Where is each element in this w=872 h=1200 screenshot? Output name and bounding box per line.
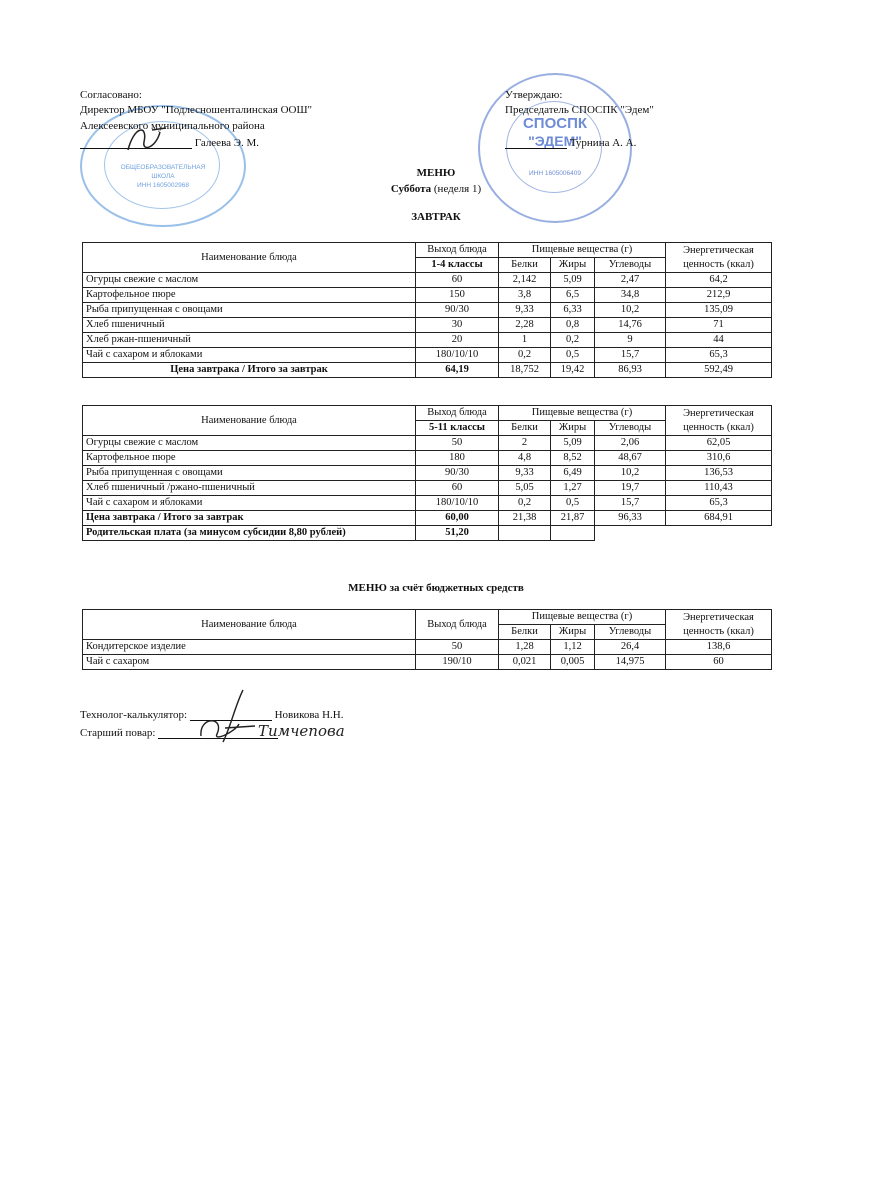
director-line: Директор МБОУ "Подлесношенталинская ООШ" [80, 104, 313, 116]
class-label: 1-4 классы [416, 258, 499, 273]
table-total-row [83, 363, 772, 378]
header-fat: Жиры [551, 625, 595, 640]
total-label: Цена завтрака / Итого за завтрак [83, 511, 416, 526]
dish-name: Рыба припущенная с овощами [83, 303, 416, 318]
dish-protein: 5,05 [499, 481, 551, 496]
header-energy-line: ценность (ккал) [683, 258, 754, 270]
total-price: 64,19 [416, 363, 499, 378]
dish-carbs: 48,67 [595, 451, 666, 466]
table2-body [83, 436, 772, 511]
dish-energy: 65,3 [666, 348, 772, 363]
dish-carbs: 2,47 [595, 273, 666, 288]
dish-protein: 9,33 [499, 303, 551, 318]
dish-fat: 0,005 [551, 655, 595, 670]
total-protein: 18,752 [499, 363, 551, 378]
meal-title: ЗАВТРАК [411, 211, 461, 223]
chairman-sign-row [505, 136, 636, 149]
dish-carbs: 2,06 [595, 436, 666, 451]
dish-protein: 1 [499, 333, 551, 348]
table-row [83, 481, 772, 496]
budget-body [83, 640, 772, 670]
dish-protein: 0,2 [499, 496, 551, 511]
dish-energy: 310,6 [666, 451, 772, 466]
header-output: Выход блюда [416, 610, 499, 640]
header-fat: Жиры [551, 258, 595, 273]
dish-protein: 0,021 [499, 655, 551, 670]
chef-signature: Тимчепова [258, 722, 345, 740]
dish-energy: 44 [666, 333, 772, 348]
table-header-row [83, 243, 772, 258]
total-carbs: 96,33 [595, 511, 666, 526]
director-signature [122, 120, 172, 160]
dish-name: Хлеб пшеничный [83, 318, 416, 333]
header-energy-line: Энергетическая [683, 407, 754, 419]
dish-fat: 6,49 [551, 466, 595, 481]
school-stamp-inn: ИНН 1605002968 [136, 182, 190, 189]
technologist-label: Технолог-калькулятор: [80, 709, 188, 721]
dish-output: 150 [416, 288, 499, 303]
school-stamp-line: ШКОЛА [151, 173, 175, 180]
total-protein: 21,38 [499, 511, 551, 526]
dish-name: Огурцы свежие с маслом [83, 436, 416, 451]
day-label [0, 183, 872, 195]
approved-label: Утверждаю: [505, 89, 563, 101]
dish-protein: 9,33 [499, 466, 551, 481]
dish-output: 20 [416, 333, 499, 348]
table-row [83, 318, 772, 333]
dish-fat: 1,12 [551, 640, 595, 655]
day-bold: Суббота [390, 183, 432, 195]
table-row [83, 451, 772, 466]
header-protein: Белки [499, 625, 551, 640]
dish-output: 50 [416, 436, 499, 451]
agreed-label: Согласовано: [80, 89, 142, 101]
dish-carbs: 14,76 [595, 318, 666, 333]
total-price: 60,00 [416, 511, 499, 526]
dish-fat: 8,52 [551, 451, 595, 466]
table-header-row [83, 406, 772, 421]
dish-fat: 0,2 [551, 333, 595, 348]
dish-carbs: 15,7 [595, 348, 666, 363]
table-row [83, 348, 772, 363]
dish-protein: 1,28 [499, 640, 551, 655]
dish-protein: 4,8 [499, 451, 551, 466]
dish-carbs: 10,2 [595, 466, 666, 481]
empty-cell [499, 526, 551, 541]
dish-fat: 0,5 [551, 496, 595, 511]
empty-cell [595, 526, 666, 541]
dish-carbs: 9 [595, 333, 666, 348]
header-energy-line: Энергетическая [683, 244, 754, 256]
header-dish-name: Наименование блюда [83, 610, 416, 640]
dish-name: Чай с сахаром и яблоками [83, 496, 416, 511]
header-energy [666, 406, 772, 436]
school-stamp-line: ОБЩЕОБРАЗОВАТЕЛЬНАЯ [120, 164, 206, 171]
table-row [83, 273, 772, 288]
table-row [83, 303, 772, 318]
total-fat: 21,87 [551, 511, 595, 526]
dish-fat: 0,8 [551, 318, 595, 333]
table-row [83, 333, 772, 348]
header-energy [666, 610, 772, 640]
dish-name: Огурцы свежие с маслом [83, 273, 416, 288]
budget-table [82, 609, 772, 670]
dish-name: Рыба припущенная с овощами [83, 466, 416, 481]
chairman-line: Председатель СПОСПК "Эдем" [505, 104, 654, 116]
chef-label: Старший повар: [80, 727, 156, 739]
dish-name: Хлеб ржан-пшеничный [83, 333, 416, 348]
dish-output: 60 [416, 273, 499, 288]
dish-protein: 2,28 [499, 318, 551, 333]
header-carbs: Углеводы [595, 625, 666, 640]
director-name: Галеева Э. М. [194, 137, 260, 149]
breakfast-table-5-11 [82, 405, 772, 541]
dish-output: 180/10/10 [416, 348, 499, 363]
header-dish-name: Наименование блюда [83, 243, 416, 273]
technologist-signature [195, 686, 265, 748]
header-energy-line: Энергетическая [683, 611, 754, 623]
dish-name: Картофельное пюре [83, 288, 416, 303]
dish-fat: 6,5 [551, 288, 595, 303]
chairman-name: Турнина А. А. [569, 137, 637, 149]
dish-fat: 5,09 [551, 273, 595, 288]
empty-cell [666, 526, 772, 541]
parent-fee-label: Родительская плата (за минусом субсидии 8,80 рублей) [83, 526, 416, 541]
header-protein: Белки [499, 421, 551, 436]
parent-fee-row [83, 526, 772, 541]
table1-body [83, 273, 772, 363]
dish-carbs: 26,4 [595, 640, 666, 655]
edem-stamp-name: "ЭДЕМ" [528, 133, 582, 149]
dish-energy: 138,6 [666, 640, 772, 655]
edem-stamp-inn: ИНН 1605006409 [528, 170, 582, 177]
dish-output: 180/10/10 [416, 496, 499, 511]
dish-output: 50 [416, 640, 499, 655]
dish-fat: 0,5 [551, 348, 595, 363]
dish-energy: 135,09 [666, 303, 772, 318]
header-energy-line: ценность (ккал) [683, 421, 754, 433]
dish-carbs: 15,7 [595, 496, 666, 511]
technologist-name: Новикова Н.Н. [274, 709, 344, 721]
dish-name: Картофельное пюре [83, 451, 416, 466]
header-energy [666, 243, 772, 273]
header-protein: Белки [499, 258, 551, 273]
header-output: Выход блюда [416, 243, 499, 258]
page-title: МЕНЮ [416, 167, 456, 179]
empty-cell [551, 526, 595, 541]
breakfast-table-1-4 [82, 242, 772, 378]
header-nutrients: Пищевые вещества (г) [499, 610, 666, 625]
dish-output: 60 [416, 481, 499, 496]
header-carbs: Углеводы [595, 421, 666, 436]
dish-output: 90/30 [416, 303, 499, 318]
class-label: 5-11 классы [416, 421, 499, 436]
dish-protein: 2 [499, 436, 551, 451]
dish-energy: 64,2 [666, 273, 772, 288]
dish-name: Хлеб пшеничный /ржано-пшеничный [83, 481, 416, 496]
dish-name: Чай с сахаром и яблоками [83, 348, 416, 363]
budget-menu-title: МЕНЮ за счёт бюджетных средств [348, 582, 524, 594]
dish-energy: 60 [666, 655, 772, 670]
header-fat: Жиры [551, 421, 595, 436]
dish-carbs: 19,7 [595, 481, 666, 496]
total-fat: 19,42 [551, 363, 595, 378]
dish-fat: 5,09 [551, 436, 595, 451]
district-line: Алексеевского муниципального района [80, 120, 265, 132]
dish-fat: 1,27 [551, 481, 595, 496]
dish-carbs: 10,2 [595, 303, 666, 318]
dish-output: 180 [416, 451, 499, 466]
dish-protein: 3,8 [499, 288, 551, 303]
table-row [83, 655, 772, 670]
day-rest: (неделя 1) [431, 183, 482, 195]
table-row [83, 288, 772, 303]
dish-energy: 71 [666, 318, 772, 333]
total-energy: 684,91 [666, 511, 772, 526]
header-energy-line: ценность (ккал) [683, 625, 754, 637]
header-output: Выход блюда [416, 406, 499, 421]
table-row [83, 496, 772, 511]
dish-energy: 65,3 [666, 496, 772, 511]
dish-protein: 2,142 [499, 273, 551, 288]
dish-energy: 110,43 [666, 481, 772, 496]
signature-line [505, 136, 567, 149]
header-carbs: Углеводы [595, 258, 666, 273]
edem-stamp-main: СПОСПК [522, 115, 588, 132]
dish-output: 30 [416, 318, 499, 333]
table-total-row [83, 511, 772, 526]
table-header-row [83, 610, 772, 625]
table-row [83, 466, 772, 481]
dish-energy: 62,05 [666, 436, 772, 451]
dish-carbs: 34,8 [595, 288, 666, 303]
table-row [83, 436, 772, 451]
header-nutrients: Пищевые вещества (г) [499, 243, 666, 258]
dish-fat: 6,33 [551, 303, 595, 318]
total-energy: 592,49 [666, 363, 772, 378]
dish-output: 190/10 [416, 655, 499, 670]
total-label: Цена завтрака / Итого за завтрак [83, 363, 416, 378]
table-row [83, 640, 772, 655]
header-nutrients: Пищевые вещества (г) [499, 406, 666, 421]
parent-fee-value: 51,20 [416, 526, 499, 541]
total-carbs: 86,93 [595, 363, 666, 378]
dish-protein: 0,2 [499, 348, 551, 363]
dish-carbs: 14,975 [595, 655, 666, 670]
header-dish-name: Наименование блюда [83, 406, 416, 436]
dish-energy: 212,9 [666, 288, 772, 303]
dish-energy: 136,53 [666, 466, 772, 481]
dish-name: Чай с сахаром [83, 655, 416, 670]
dish-output: 90/30 [416, 466, 499, 481]
dish-name: Кондитерское изделие [83, 640, 416, 655]
